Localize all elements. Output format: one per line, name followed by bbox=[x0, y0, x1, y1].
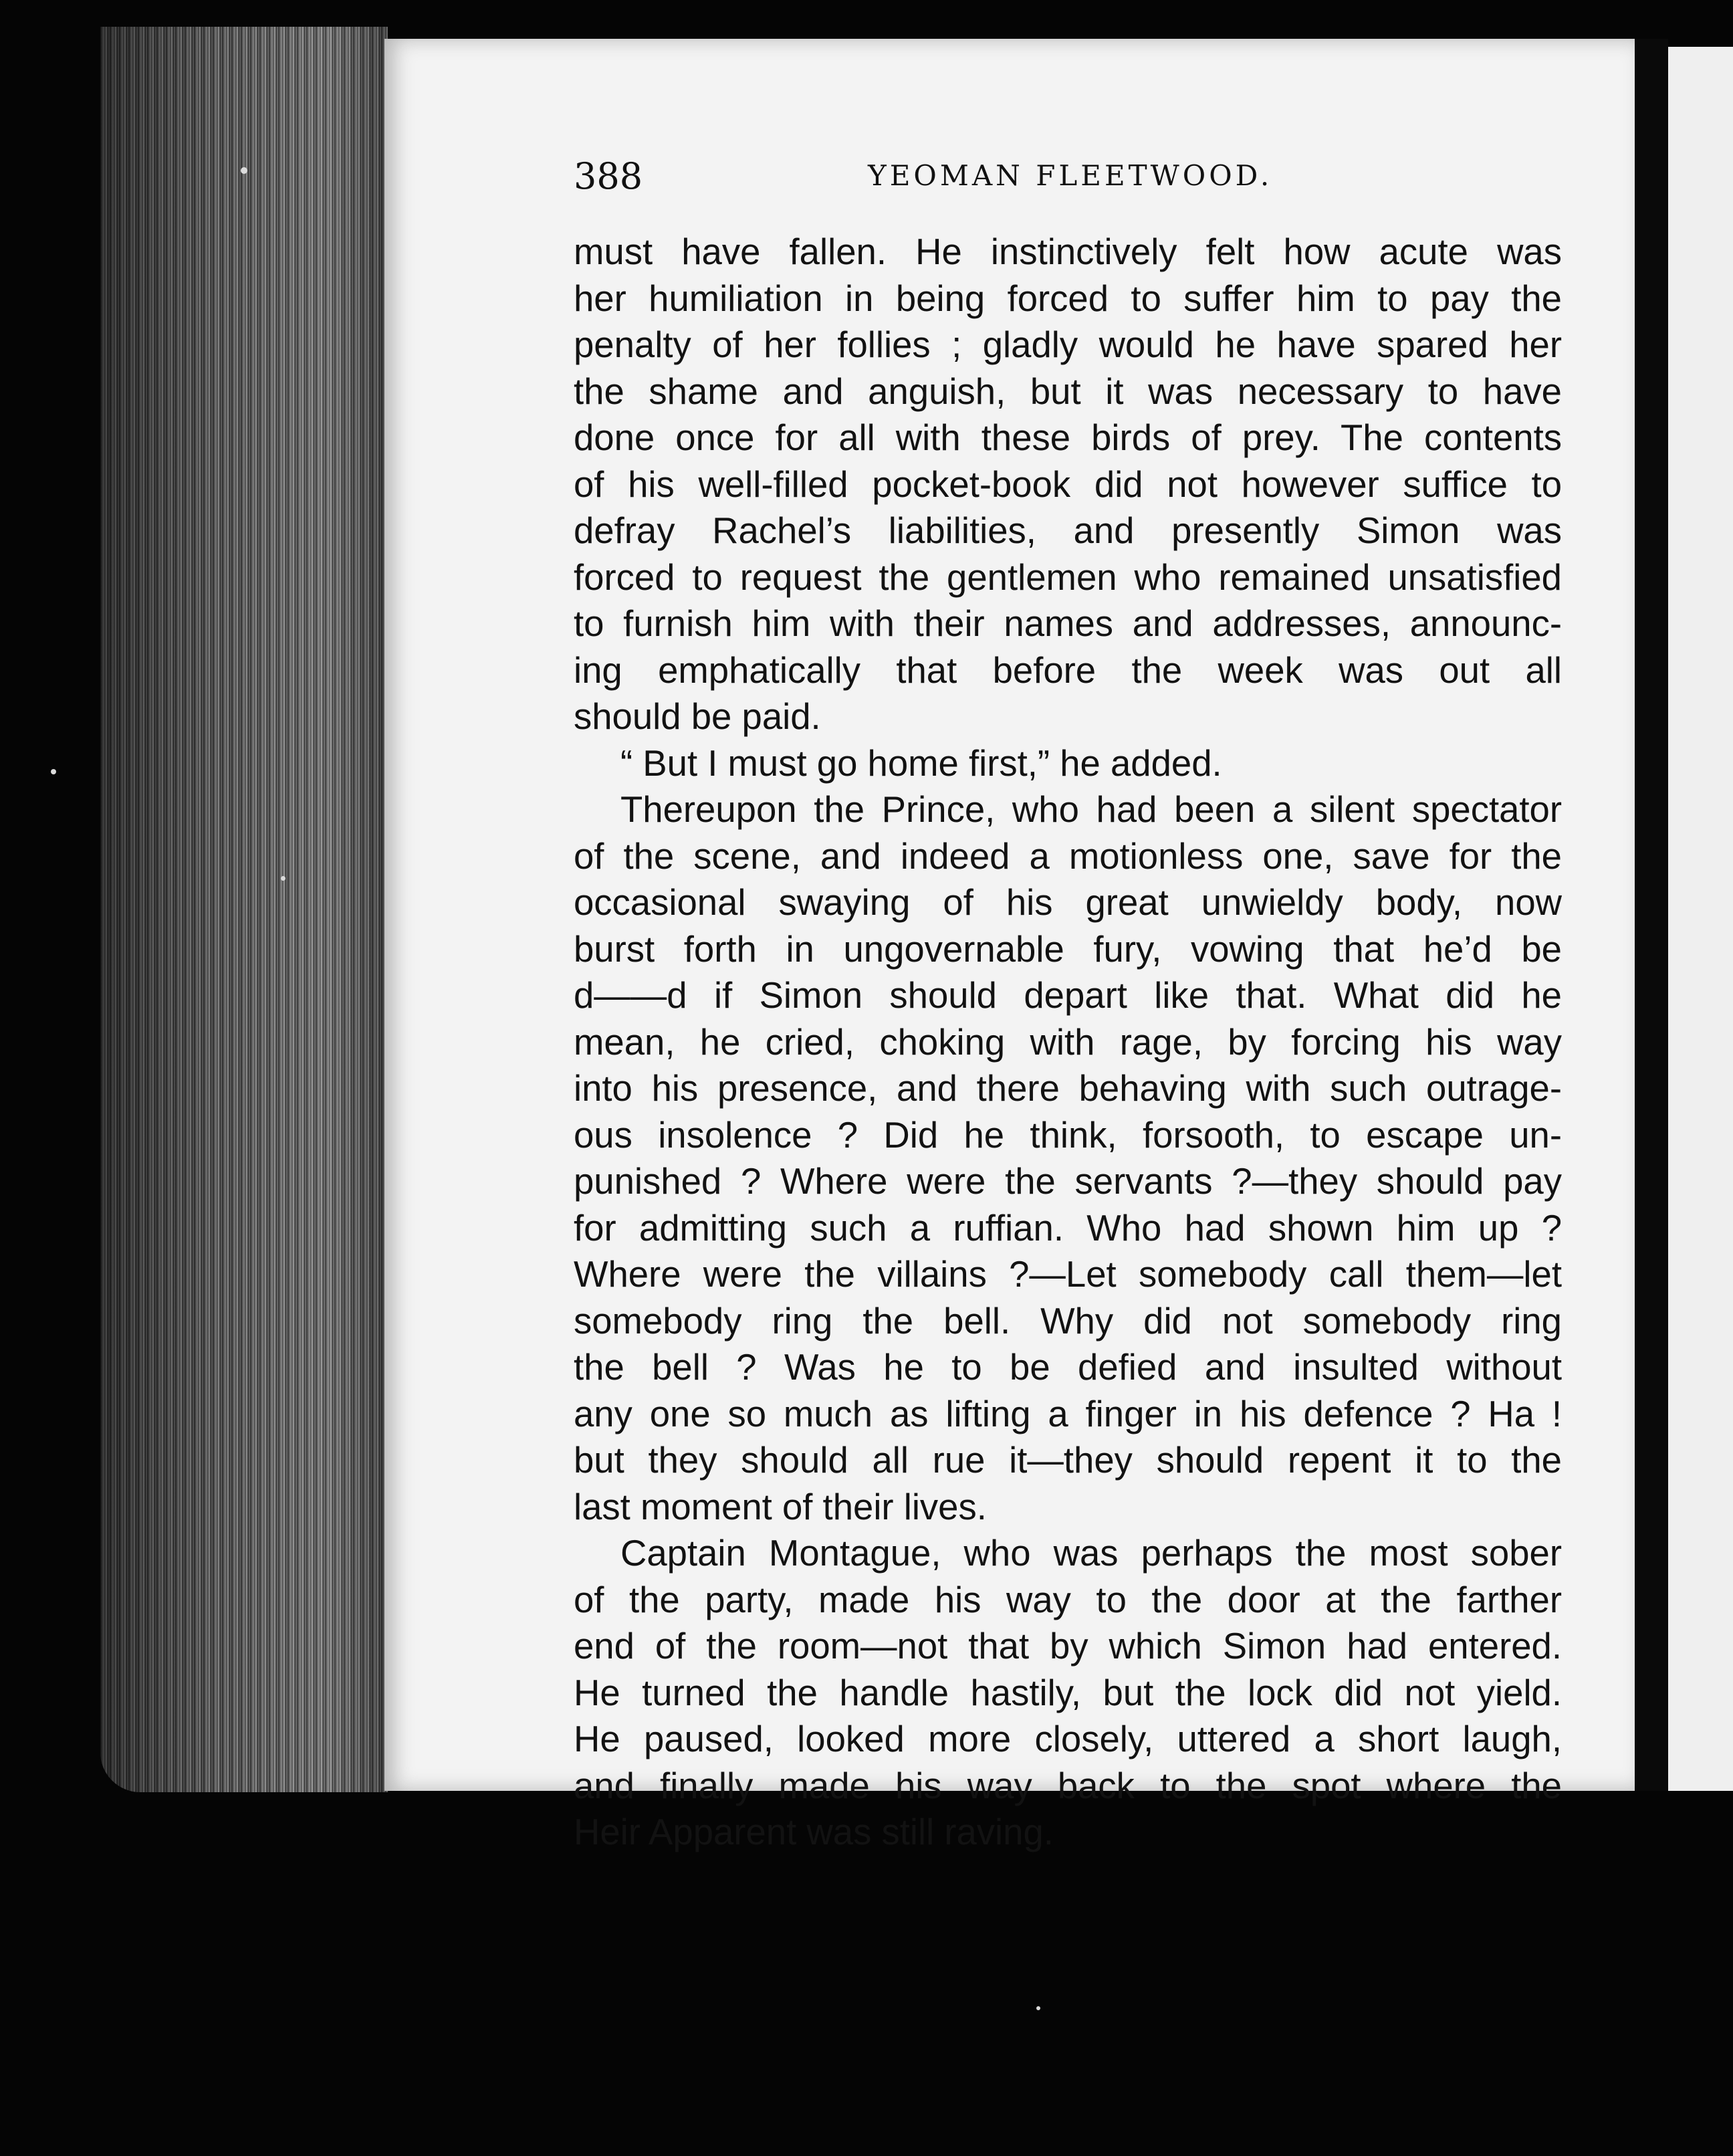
text-line: punished ? Where were the servants ?—they should pay bbox=[574, 1161, 1562, 1202]
text-line: d——d if Simon should depart like that. What did he bbox=[574, 975, 1562, 1016]
text-line: and finally made his way back to the spot where the bbox=[574, 1765, 1562, 1806]
text-line: the shame and anguish, but it was necessary to have bbox=[574, 370, 1562, 412]
running-title: YEOMAN FLEETWOOD. bbox=[868, 159, 1273, 192]
page-header bbox=[574, 155, 1562, 209]
text-line: to furnish him with their names and addresses, announc- bbox=[574, 603, 1562, 644]
text-line: Captain Montague, who was perhaps the most sober bbox=[620, 1533, 1562, 1574]
text-line: should be paid. bbox=[574, 696, 821, 737]
text-line: ing emphatically that before the week was out all bbox=[574, 649, 1562, 691]
text-line: mean, he cried, choking with rage, by forcing his way bbox=[574, 1021, 1562, 1063]
text-line: her humiliation in being forced to suffer him to pay the bbox=[574, 278, 1562, 319]
text-line: penalty of her follies ; gladly would he have spared her bbox=[574, 324, 1562, 365]
text-line: He turned the handle hastily, but the lock did not yield. bbox=[574, 1672, 1562, 1713]
text-line: ous insolence ? Did he think, forsooth, to escape un- bbox=[574, 1114, 1562, 1156]
text-line: somebody ring the bell. Why did not somebody ring bbox=[574, 1300, 1562, 1341]
text-line: any one so much as lifting a finger in his defence ? Ha ! bbox=[574, 1393, 1562, 1434]
text-line: last moment of their lives. bbox=[574, 1486, 987, 1527]
binding-gutter bbox=[1635, 39, 1668, 1791]
text-line: Thereupon the Prince, who had been a silent spectator bbox=[620, 789, 1562, 830]
text-line: end of the room—not that by which Simon had entered. bbox=[574, 1626, 1562, 1666]
text-line: but they should all rue it—they should repent it to the bbox=[574, 1440, 1562, 1481]
body-text bbox=[574, 229, 1562, 1856]
page-number: 388 bbox=[574, 155, 643, 197]
scan-speck bbox=[1036, 2006, 1040, 2010]
next-page-edge bbox=[1668, 47, 1733, 1791]
text-line: forced to request the gentlemen who remained unsatisfied bbox=[574, 556, 1562, 598]
text-line: defray Rachel’s liabilities, and presently Simon was bbox=[574, 510, 1562, 551]
text-line: into his presence, and there behaving with such outrage- bbox=[574, 1068, 1562, 1109]
text-line: done once for all with these birds of prey. The contents bbox=[574, 417, 1562, 458]
text-line: must have fallen. He instinctively felt how acute was bbox=[574, 231, 1562, 272]
page-edges-shadow bbox=[100, 27, 388, 1792]
text-line: “ But I must go home first,” he added. bbox=[620, 742, 1222, 784]
text-line: burst forth in ungovernable fury, vowing that he’d be bbox=[574, 928, 1562, 970]
text-line: for admitting such a ruffian. Who had shown him up ? bbox=[574, 1207, 1562, 1249]
text-line: He paused, looked more closely, uttered a short laugh, bbox=[574, 1719, 1562, 1759]
text-line: Where were the villains ?—Let somebody call them—let bbox=[574, 1254, 1562, 1295]
scan-speck bbox=[281, 876, 285, 881]
text-line: of the scene, and indeed a motionless one, save for the bbox=[574, 835, 1562, 877]
text-line: the bell ? Was he to be defied and insulted without bbox=[574, 1347, 1562, 1388]
scan-speck bbox=[51, 769, 56, 774]
text-line: Heir Apparent was still raving. bbox=[574, 1812, 1054, 1852]
text-line: of the party, made his way to the door at the farther bbox=[574, 1579, 1562, 1620]
text-line: of his well-filled pocket-book did not however suffice to bbox=[574, 463, 1562, 505]
scan-speck bbox=[241, 167, 247, 174]
text-line: occasional swaying of his great unwieldy body, now bbox=[574, 882, 1562, 923]
